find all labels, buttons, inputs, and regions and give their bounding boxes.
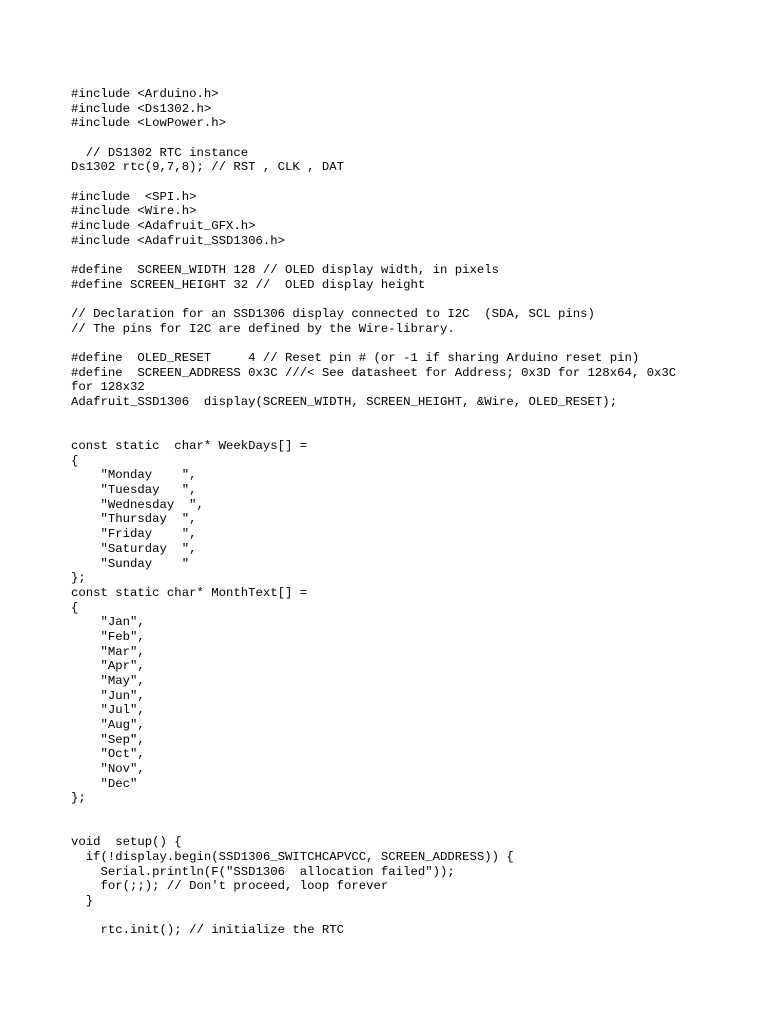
code-line: "Saturday ",	[71, 541, 197, 556]
code-line	[71, 806, 731, 821]
code-line: Ds1302 rtc(9,7,8); // RST , CLK , DAT	[71, 160, 345, 175]
code-line: // The pins for I2C are defined by the Wire-library.	[71, 321, 455, 336]
code-line: const static char* MonthText[] =	[71, 585, 308, 600]
code-line: // Declaration for an SSD1306 display connected to I2C (SDA, SCL pins)	[71, 307, 595, 322]
code-line: #include <SPI.h>	[71, 189, 197, 204]
code-line: #define SCREEN_WIDTH 128 // OLED display width, in pixels	[71, 263, 500, 278]
code-line: #define SCREEN_HEIGHT 32 // OLED display height	[71, 277, 426, 292]
code-line	[71, 821, 731, 836]
code-line: for 128x32	[71, 380, 145, 395]
code-line: }	[71, 893, 94, 908]
code-line: #include <Adafruit_SSD1306.h>	[71, 233, 286, 248]
code-line: rtc.init(); // initialize the RTC	[71, 923, 345, 938]
code-line: "Jun",	[71, 688, 145, 703]
code-line: const static char* WeekDays[] =	[71, 439, 308, 454]
code-line: "Wednesday ",	[71, 497, 204, 512]
code-line: "Apr",	[71, 659, 145, 674]
code-line: "Tuesday ",	[71, 483, 197, 498]
code-line: Serial.println(F("SSD1306 allocation failed"));	[71, 864, 455, 879]
code-line	[71, 248, 731, 263]
code-line: for(;;); // Don't proceed, loop forever	[71, 879, 389, 894]
code-line	[71, 410, 731, 425]
code-line	[71, 424, 731, 439]
code-line: "Sep",	[71, 732, 145, 747]
code-line: "Feb",	[71, 629, 145, 644]
code-line: #define OLED_RESET 4 // Reset pin # (or -1 if sharing Arduino reset pin)	[71, 351, 640, 366]
code-line: "Sunday "	[71, 556, 190, 571]
code-line: #include <Arduino.h>	[71, 87, 219, 101]
code-line: "Oct",	[71, 747, 145, 762]
code-line	[71, 909, 731, 924]
code-line: {	[71, 453, 79, 468]
code-line: };	[71, 571, 86, 586]
code-line: #include <Wire.h>	[71, 204, 197, 219]
code-line: #include <Ds1302.h>	[71, 101, 212, 116]
code-line: #include <Adafruit_GFX.h>	[71, 219, 256, 234]
code-line: };	[71, 791, 86, 806]
code-line: #define SCREEN_ADDRESS 0x3C ///< See datasheet for Address; 0x3D for 128x64, 0x3C	[71, 365, 677, 380]
code-line: if(!display.begin(SSD1306_SWITCHCAPVCC, SCREEN_ADDRESS)) {	[71, 849, 514, 864]
code-line	[71, 175, 731, 190]
code-line: "Jul",	[71, 703, 145, 718]
code-line: "May",	[71, 673, 145, 688]
code-line: "Nov",	[71, 761, 145, 776]
code-line: {	[71, 600, 79, 615]
code-line: "Jan",	[71, 615, 145, 630]
code-line: "Aug",	[71, 717, 145, 732]
code-line: "Friday ",	[71, 527, 197, 542]
code-line	[71, 131, 731, 146]
code-line: #include <LowPower.h>	[71, 116, 226, 131]
code-listing	[71, 87, 731, 938]
code-line: void setup() {	[71, 835, 182, 850]
code-line: Adafruit_SSD1306 display(SCREEN_WIDTH, SCREEN_HEIGHT, &Wire, OLED_RESET);	[71, 395, 618, 410]
code-line: "Dec"	[71, 776, 138, 791]
code-line: "Mar",	[71, 644, 145, 659]
code-line: "Monday ",	[71, 468, 197, 483]
code-line	[71, 336, 731, 351]
code-line: // DS1302 RTC instance	[71, 145, 249, 160]
code-line	[71, 292, 731, 307]
code-line: "Thursday ",	[71, 512, 197, 527]
